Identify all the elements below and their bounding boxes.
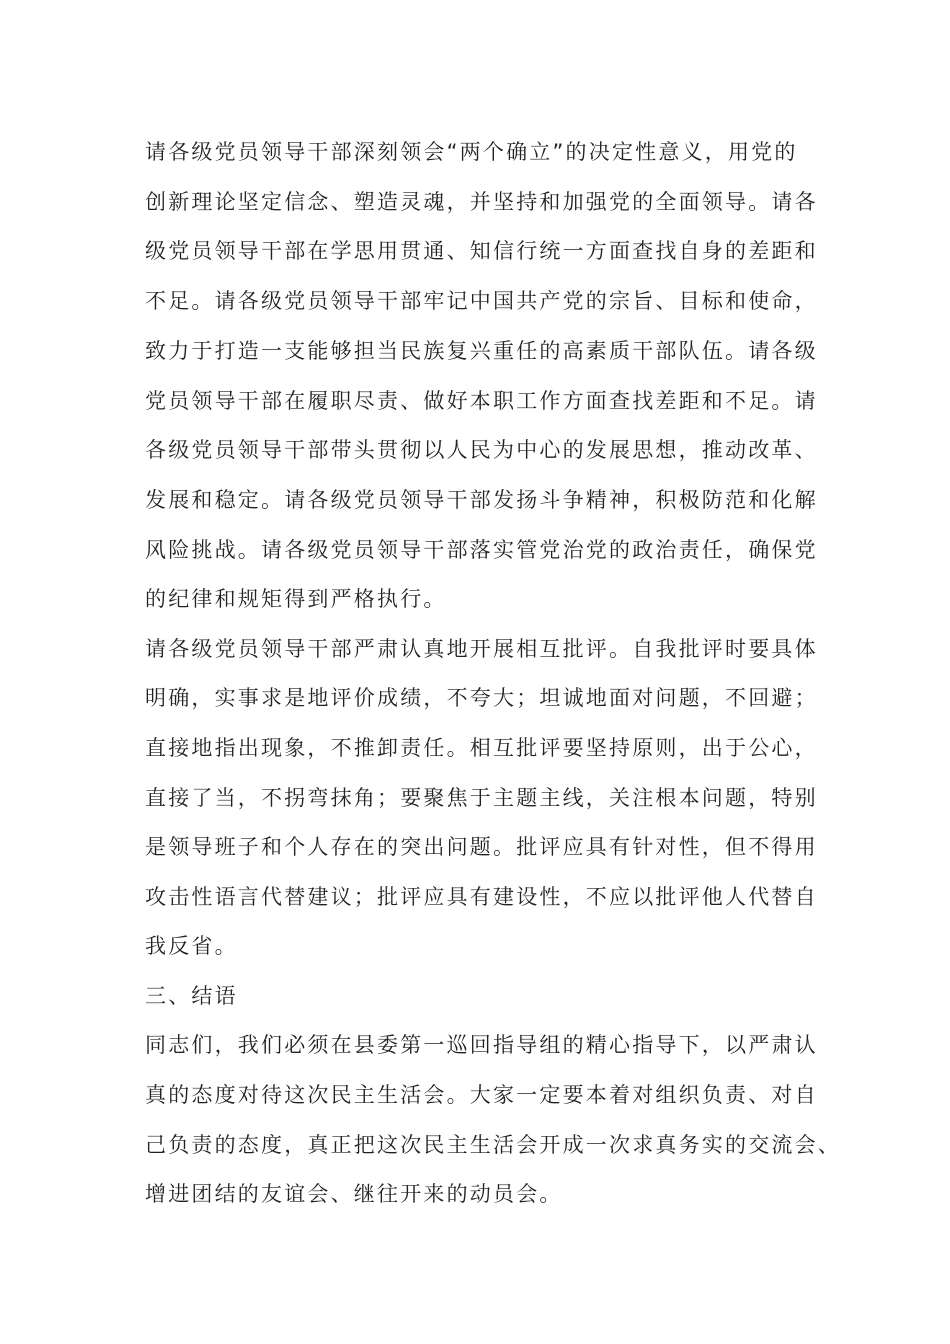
text-line: 致力于打造一支能够担当民族复兴重任的高素质干部队伍。请各级: [145, 339, 818, 363]
text-line: 请各级党员领导干部深刻领会“两个确立”的决定性意义，用党的: [145, 140, 798, 164]
text-line: 明确，实事求是地评价成绩，不夸大；坦诚地面对问题，不回避；: [145, 686, 818, 710]
section-heading: 三、结语: [145, 984, 238, 1008]
text-line: 是领导班子和个人存在的突出问题。批评应具有针对性，但不得用: [145, 835, 818, 859]
text-line: 请各级党员领导干部严肃认真地开展相互批评。自我批评时要具体: [145, 637, 818, 661]
text-line: 攻击性语言代替建议；批评应具有建设性，不应以批评他人代替自: [145, 885, 818, 909]
text-line: 同志们，我们必须在县委第一巡回指导组的精心指导下，以严肃认: [145, 1033, 818, 1057]
text-line: 直接地指出现象，不推卸责任。相互批评要坚持原则，出于公心，: [145, 736, 818, 760]
text-line: 党员领导干部在履职尽责、做好本职工作方面查找差距和不足。请: [145, 389, 818, 413]
text-line: 己负责的态度，真正把这次民主生活会开成一次求真务实的交流会、: [145, 1133, 841, 1157]
text-line: 真的态度对待这次民主生活会。大家一定要本着对组织负责、对自: [145, 1083, 818, 1107]
text-line: 创新理论坚定信念、塑造灵魂，并坚持和加强党的全面领导。请各: [145, 190, 818, 214]
text-line: 不足。请各级党员领导干部牢记中国共产党的宗旨、目标和使命，: [145, 289, 818, 313]
text-line: 增进团结的友谊会、继往开来的动员会。: [145, 1182, 563, 1206]
text-line: 的纪律和规矩得到严格执行。: [145, 587, 447, 611]
text-line: 发展和稳定。请各级党员领导干部发扬斗争精神，积极防范和化解: [145, 488, 818, 512]
text-line: 各级党员领导干部带头贯彻以人民为中心的发展思想，推动改革、: [145, 438, 818, 462]
text-line: 直接了当，不拐弯抹角；要聚焦于主题主线，关注根本问题，特别: [145, 786, 818, 810]
text-line: 风险挑战。请各级党员领导干部落实管党治党的政治责任，确保党: [145, 538, 818, 562]
text-line: 级党员领导干部在学思用贯通、知信行统一方面查找自身的差距和: [145, 239, 818, 263]
text-line: 我反省。: [145, 934, 238, 958]
